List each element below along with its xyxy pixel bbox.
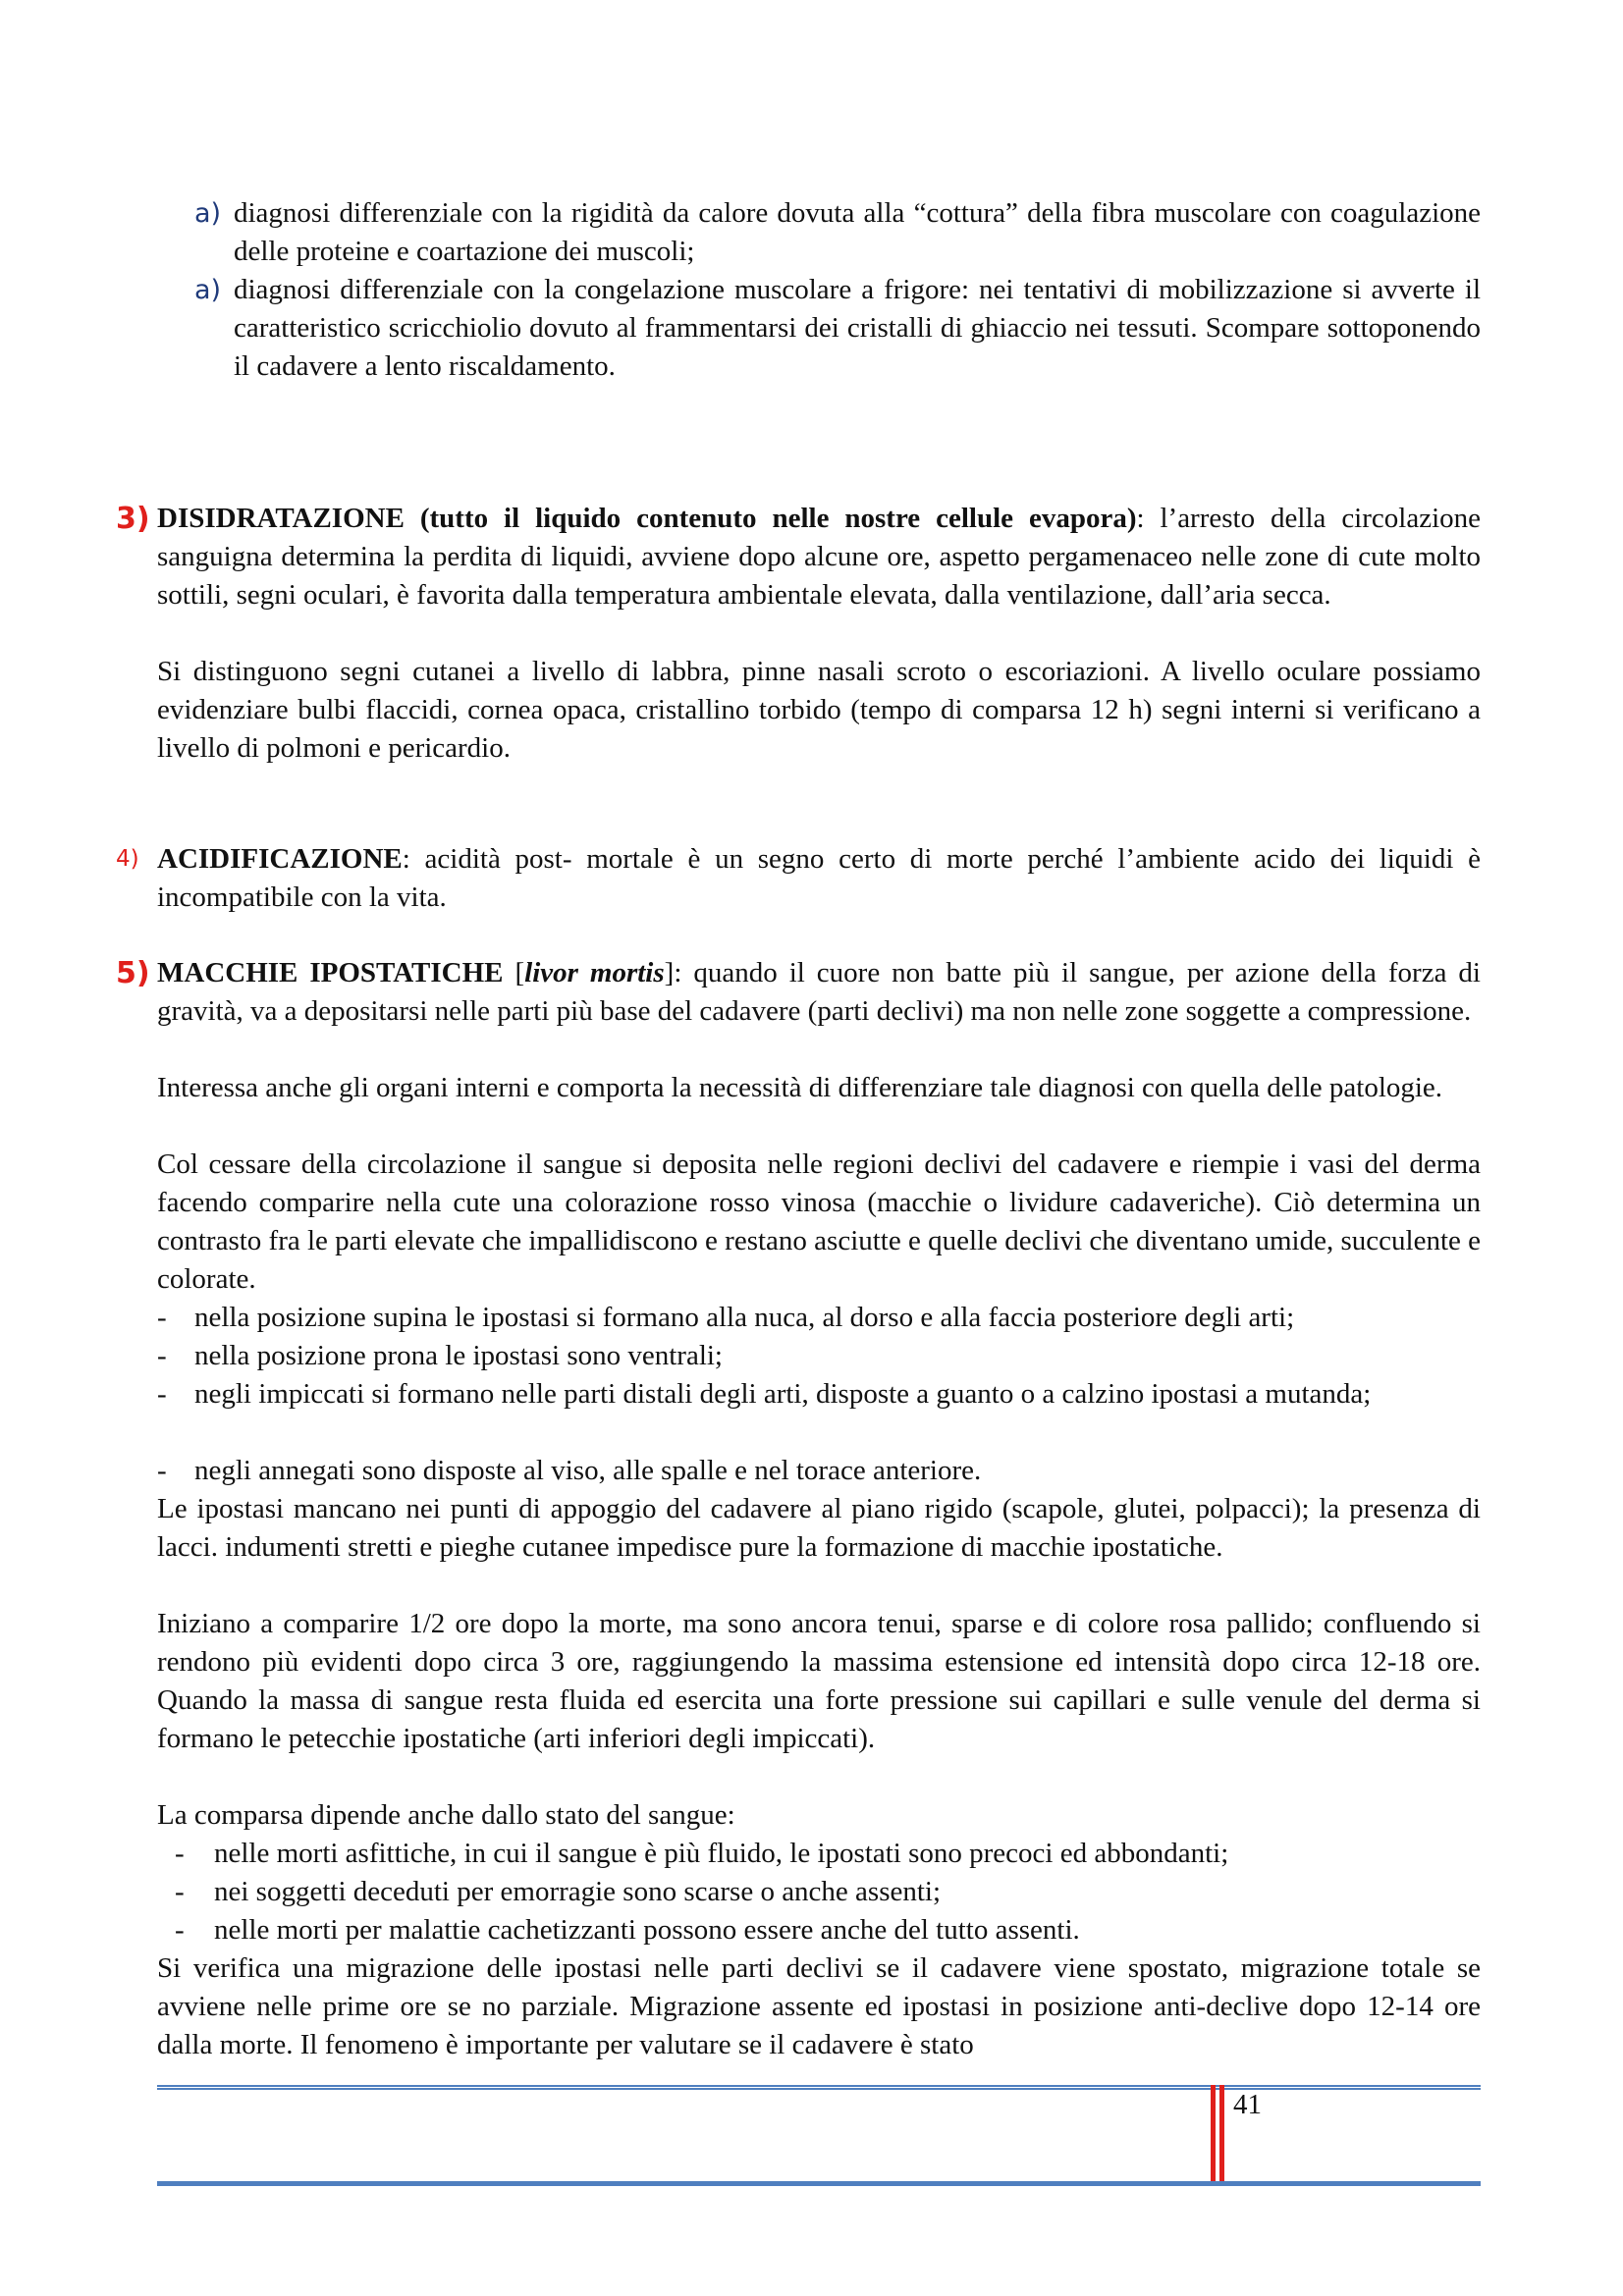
paragraph: La comparsa dipende anche dallo stato del sangue: [157, 1799, 735, 1831]
footer-rule-bottom [157, 2181, 1481, 2186]
footer-accent-bar [1211, 2085, 1216, 2183]
paragraph: Col cessare della circolazione il sangue si deposita nelle regioni declivi del cadavere e riempie i vasi del derma facendo comparire nella cute una colorazione rosso vinosa (macchie o lividure cadaveriche). Ciò determina un contrasto fra le parti elevate che impallidiscono e restano asciutte e quelle declivi che diventano umide, succulente e colorate. [157, 1148, 1481, 1295]
section-paragraph [157, 840, 1481, 917]
page-number: 41 [1233, 2089, 1262, 2120]
section-paragraph [157, 500, 1481, 614]
list-item: nelle morti asfittiche, in cui il sangue è più fluido, le ipostati sono precoci ed abbondanti; [214, 1838, 1229, 1869]
list-item: nella posizione prona le ipostasi sono ventrali; [194, 1340, 723, 1371]
dash-marker: - [175, 1914, 185, 1946]
section-text: : acidità post- mortale è un segno certo di morte perché l’ambiente acido dei liquidi è incompatibile con la vita. [157, 843, 1481, 913]
section-number: 4) [116, 846, 139, 872]
paragraph: Interessa anche gli organi interni e comporta la necessità di differenziare tale diagnosi con quella delle patologie. [157, 1072, 1443, 1103]
footer-rule-top [157, 2085, 1481, 2090]
paragraph: Le ipostasi mancano nei punti di appoggio del cadavere al piano rigido (scapole, glutei, polpacci); la presenza di lacci. indumenti stretti e pieghe cutanee impedisce pure la formazione di macchie ipostatiche. [157, 1493, 1481, 1563]
dash-marker: - [157, 1455, 167, 1486]
section-title: MACCHIE IPOSTATICHE [157, 957, 504, 988]
list-marker: a) [194, 198, 222, 229]
section-text: : l’arresto della circolazione sanguigna determina la perdita di liquidi, avviene dopo alcune ore, aspetto pergamenaceo nelle zone di cute molto sottili, segni oculari, è favorita dalla temperatura ambientale elevata, dalla ventilazione, dall’aria secca. [157, 503, 1481, 611]
latin-term: livor mortis [524, 957, 665, 988]
list-item: nella posizione supina le ipostasi si formano alla nuca, al dorso e alla faccia posteriore degli arti; [194, 1302, 1295, 1333]
section-text: ]: quando il cuore non batte più il sangue, per azione della forza di gravità, va a depositarsi nelle parti più base del cadavere (parti declivi) ma non nelle zone soggette a compressione. [157, 957, 1481, 1027]
list-marker: a) [194, 275, 222, 305]
bracket: [ [503, 957, 525, 988]
dash-marker: - [157, 1302, 167, 1333]
paragraph: Si verifica una migrazione delle ipostasi nelle parti declivi se il cadavere viene spostato, migrazione totale se avviene nelle prime ore se no parziale. Migrazione assente ed ipostasi in posizione anti-declive dopo 12-14 ore dalla morte. Il fenomeno è importante per valutare se il cadavere è stato [157, 1952, 1481, 2060]
section-paragraph [157, 954, 1481, 1031]
list-item: nelle morti per malattie cachetizzanti possono essere anche del tutto assenti. [214, 1914, 1080, 1946]
list-item: diagnosi differenziale con la rigidità da calore dovuta alla “cottura” della fibra muscolare con coagulazione delle proteine e coartazione dei muscoli; [234, 197, 1481, 267]
dash-marker: - [175, 1876, 185, 1907]
list-item: diagnosi differenziale con la congelazione muscolare a frigore: nei tentativi di mobilizzazione si avverte il caratteristico scricchiolio dovuto al frammentarsi dei cristalli di ghiaccio nei tessuti. Scompare sottoponendo il cadavere a lento riscaldamento. [234, 274, 1481, 382]
list-item: negli impiccati si formano nelle parti distali degli arti, disposte a guanto o a calzino ipostasi a mutanda; [194, 1378, 1372, 1410]
list-item: negli annegati sono disposte al viso, alle spalle e nel torace anteriore. [194, 1455, 982, 1486]
dash-marker: - [157, 1340, 167, 1371]
footer-accent-bar [1219, 2085, 1224, 2183]
section-title: DISIDRATAZIONE (tutto il liquido contenuto nelle nostre cellule evapora) [157, 503, 1137, 534]
section-number: 3) [116, 502, 150, 536]
dash-marker: - [175, 1838, 185, 1869]
section-title: ACIDIFICAZIONE [157, 843, 403, 875]
paragraph: Iniziano a comparire 1/2 ore dopo la morte, ma sono ancora tenui, sparse e di colore rosa pallido; confluendo si rendono più evidenti dopo circa 3 ore, raggiungendo la massima estensione ed intensità dopo circa 12-18 ore. Quando la massa di sangue resta fluida ed esercita una forte pressione sui capillari e sulle venule del derma si formano le petecchie ipostatiche (arti inferiori degli impiccati). [157, 1608, 1481, 1754]
list-item: nei soggetti deceduti per emorragie sono scarse o anche assenti; [214, 1876, 942, 1907]
paragraph: Si distinguono segni cutanei a livello di labbra, pinne nasali scroto o escoriazioni. A livello oculare possiamo evidenziare bulbi flaccidi, cornea opaca, cristallino torbido (tempo di comparsa 12 h) segni interni si verificano a livello di polmoni e pericardio. [157, 656, 1481, 764]
section-number: 5) [116, 956, 150, 990]
dash-marker: - [157, 1378, 167, 1410]
